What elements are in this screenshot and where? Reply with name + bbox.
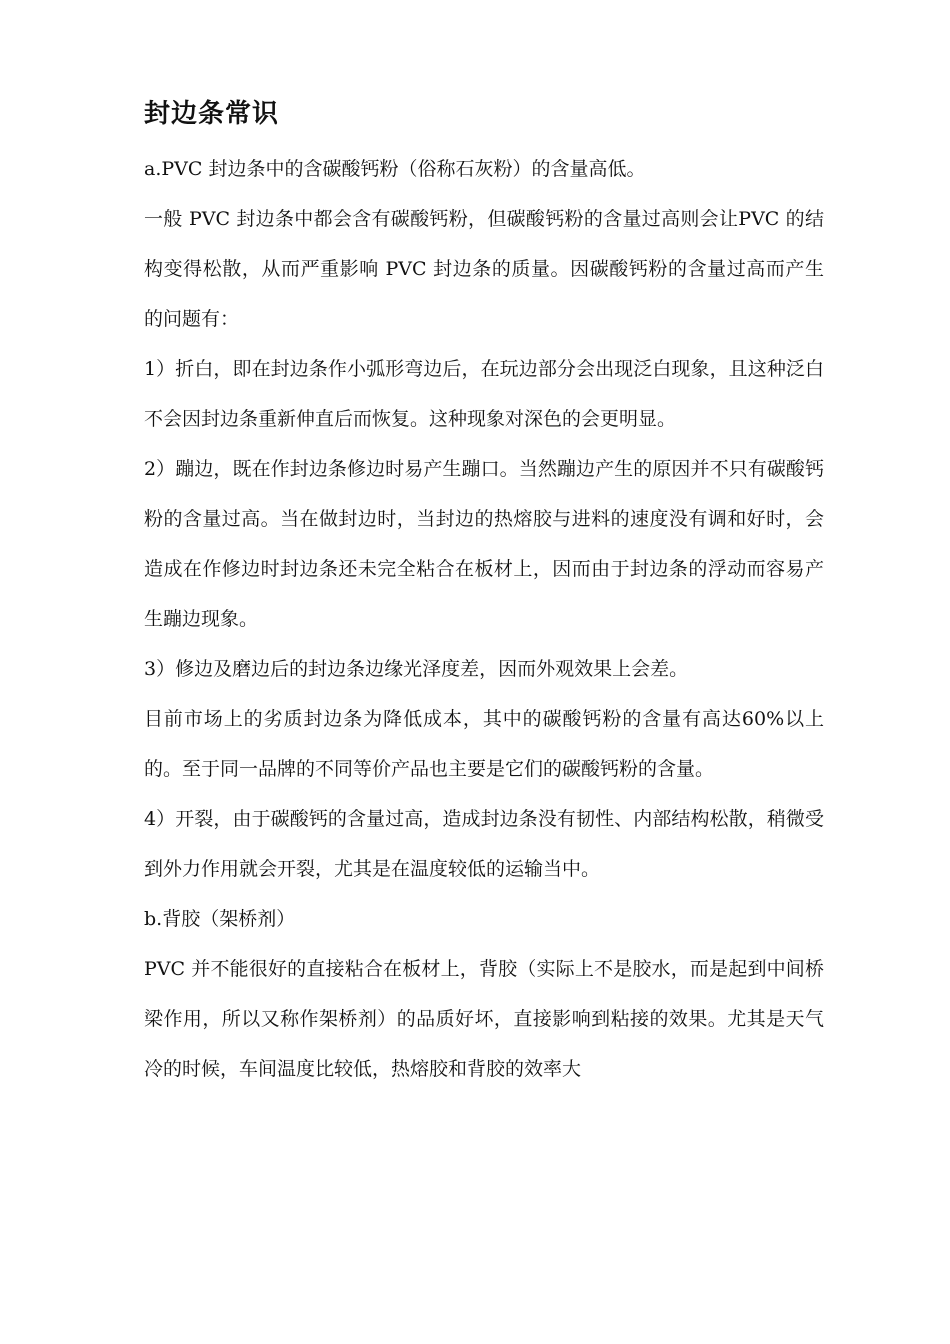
- paragraph-section-b-heading: b.背胶（架桥剂）: [144, 908, 296, 930]
- paragraph-backing-glue: PVC 并不能很好的直接粘合在板材上，背胶（实际上不是胶水，而是起到中间桥梁作用，所以又称作架桥剂）的品质好坏，直接影响到粘接的效果。尤其是天气冷的时候，车间温度比较低，热熔胶和背胶的效率大: [144, 958, 824, 1080]
- paragraph-calcium-intro: 一般 PVC 封边条中都会含有碳酸钙粉，但碳酸钙粉的含量过高则会让PVC 的结构变得松散，从而严重影响 PVC 封边条的质量。因碳酸钙粉的含量过高而产生的问题有：: [144, 208, 824, 330]
- paragraph-market-note: 目前市场上的劣质封边条为降低成本，其中的碳酸钙粉的含量有高达60%以上的。至于同一品牌的不同等价产品也主要是它们的碳酸钙粉的含量。: [144, 708, 824, 780]
- paragraph-issue-4: 4）开裂，由于碳酸钙的含量过高，造成封边条没有韧性、内部结构松散，稍微受到外力作用就会开裂，尤其是在温度较低的运输当中。: [144, 808, 824, 880]
- document-title: 封边条常识: [144, 99, 280, 129]
- paragraph-issue-3: 3）修边及磨边后的封边条边缘光泽度差，因而外观效果上会差。: [144, 658, 689, 680]
- document-body: [144, 92, 824, 1094]
- paragraph-issue-2: 2）蹦边，既在作封边条修边时易产生蹦口。当然蹦边产生的原因并不只有碳酸钙粉的含量过高。当在做封边时，当封边的热熔胶与进料的速度没有调和好时，会造成在作修边时封边条还未完全粘合在板材上，因而由于封边条的浮动而容易产生蹦边现象。: [144, 458, 824, 630]
- paragraph-section-a-heading: a.PVC 封边条中的含碳酸钙粉（俗称石灰粉）的含量高低。: [144, 158, 646, 180]
- paragraph-issue-1: 1）折白，即在封边条作小弧形弯边后，在玩边部分会出现泛白现象，且这种泛白不会因封边条重新伸直后而恢复。这种现象对深色的会更明显。: [144, 358, 824, 430]
